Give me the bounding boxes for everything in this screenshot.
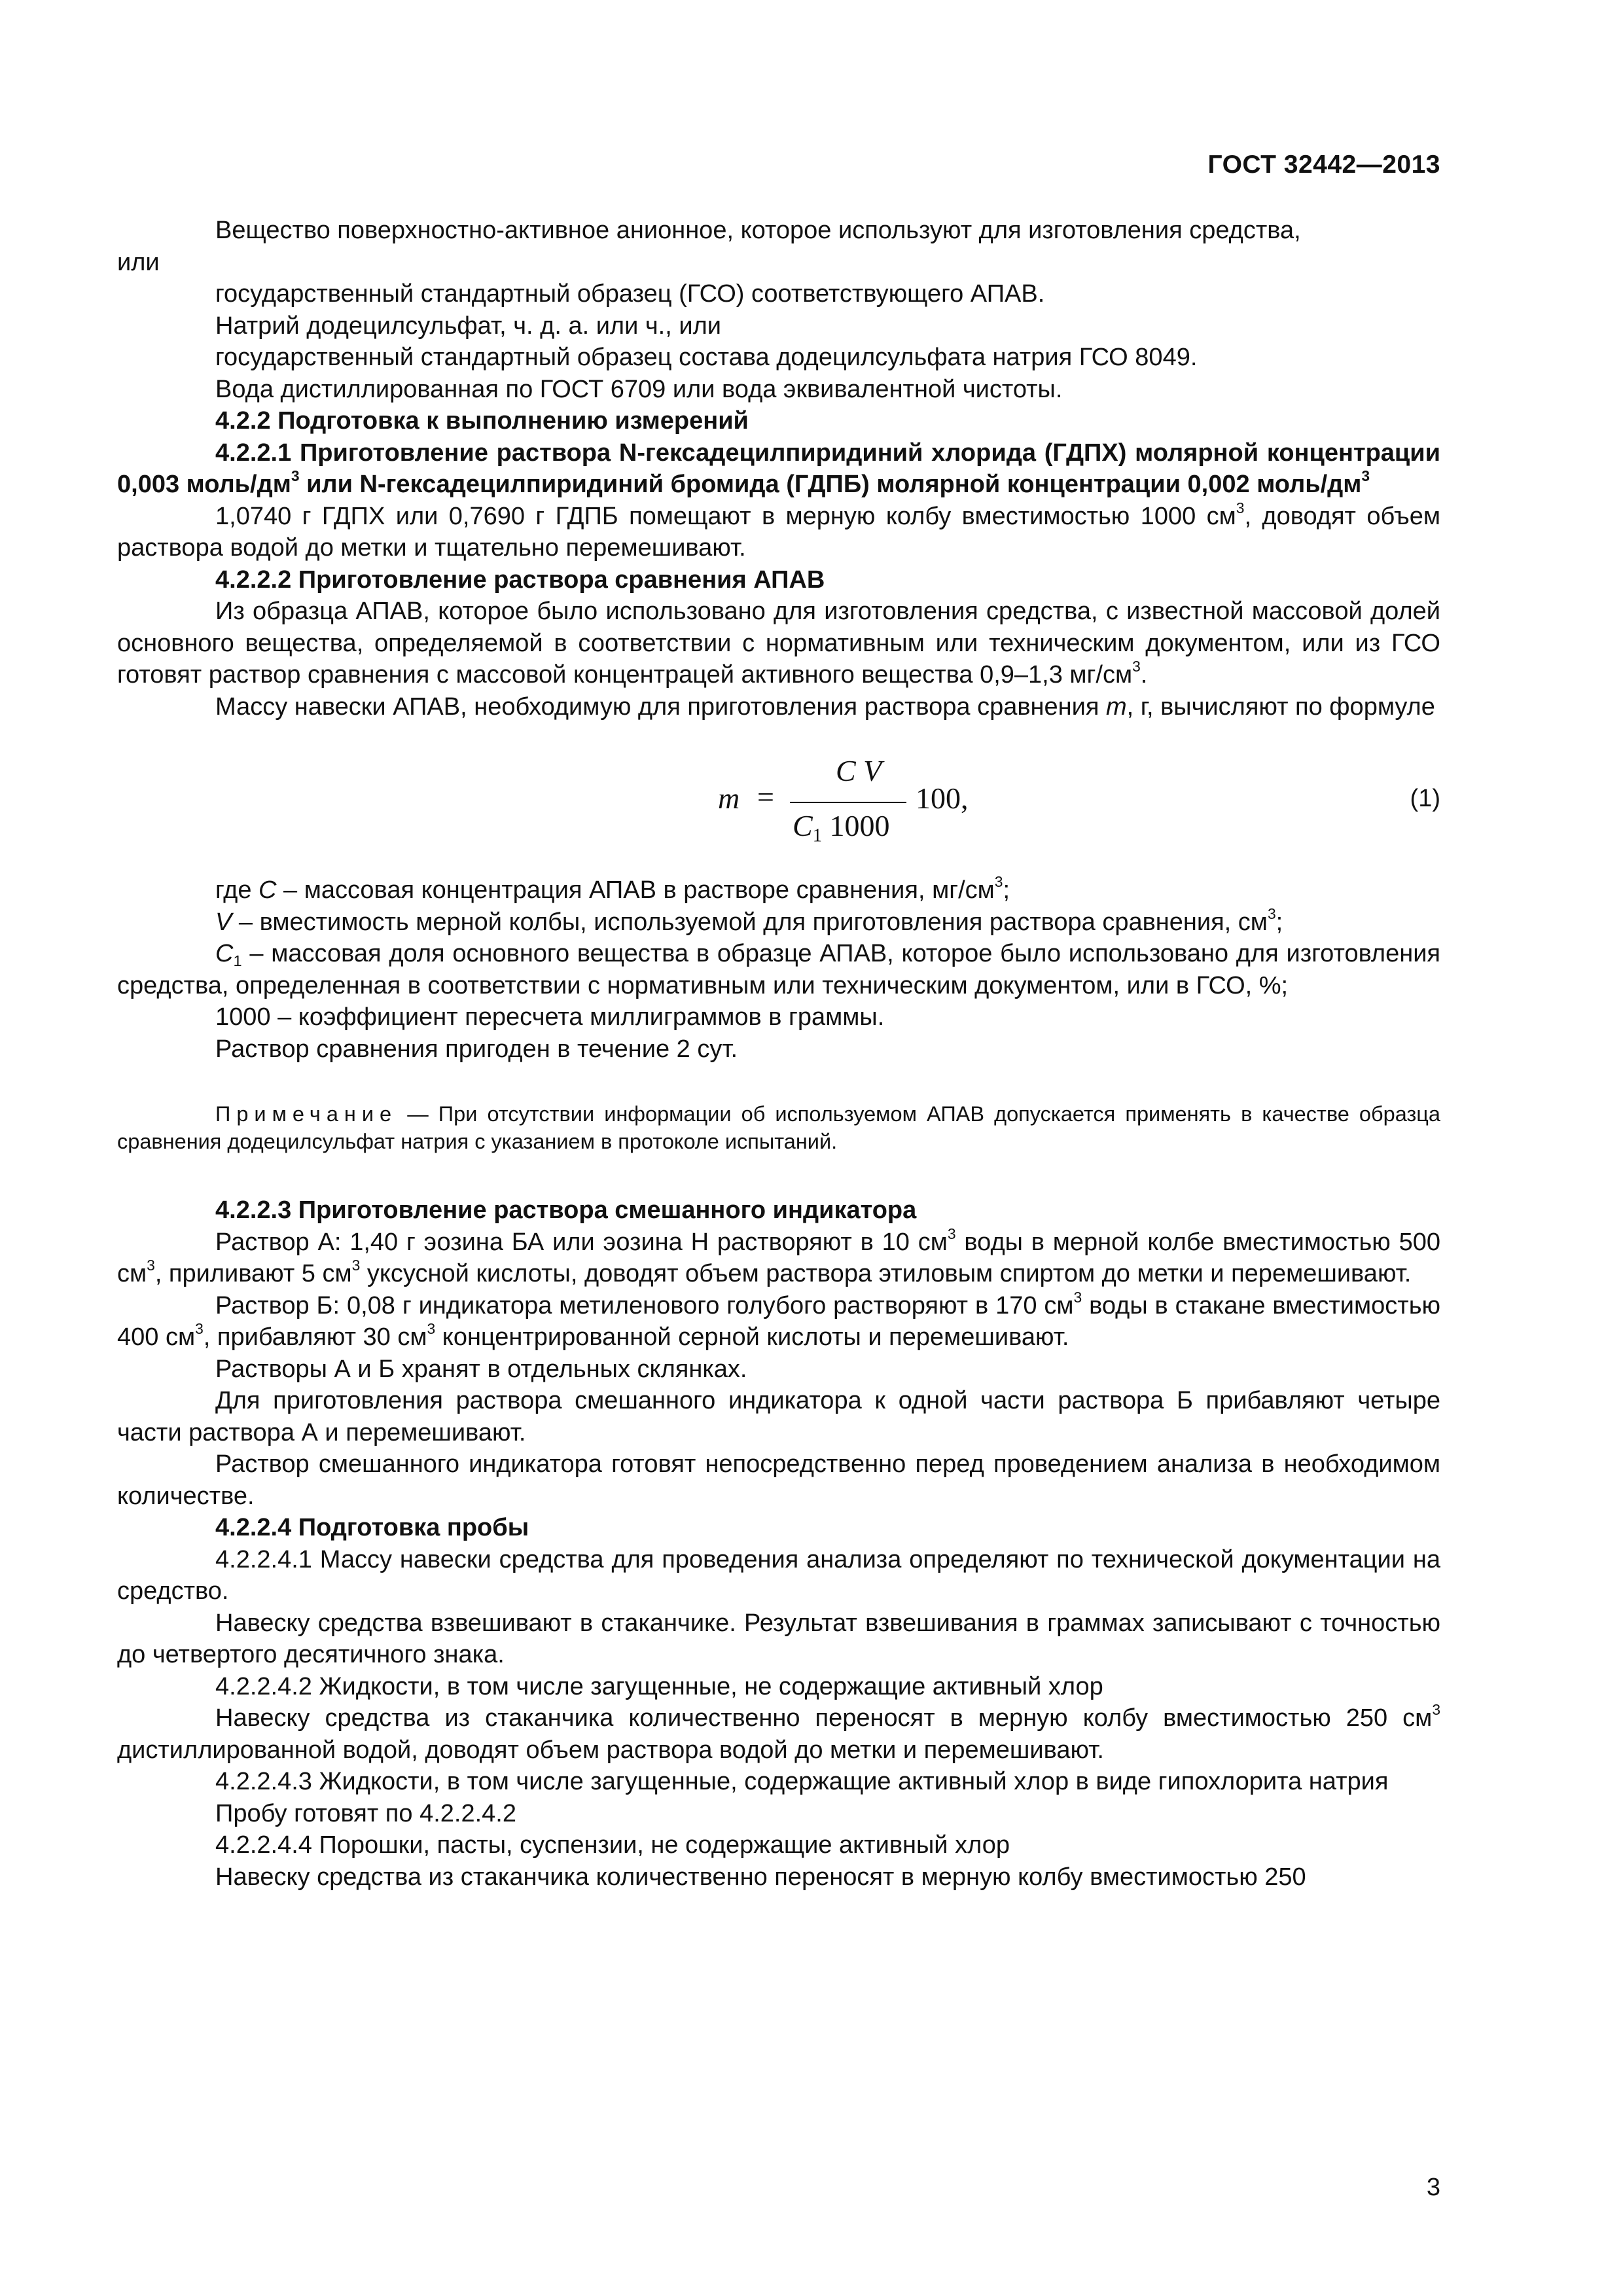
formula-factor — [916, 783, 969, 815]
subsection-heading: 4.2.2.2 Приготовление раствора сравнения АПАВ — [215, 565, 825, 594]
variable: C — [259, 876, 277, 904]
where-item — [117, 874, 1440, 906]
text: , приливают 5 см — [154, 1260, 352, 1287]
formula — [117, 723, 1440, 874]
variable: C — [793, 809, 813, 842]
variable: C — [215, 940, 234, 967]
where-item — [117, 906, 1440, 939]
text: Раствор А: 1,40 г эозина БА или эозина Н растворяют в 10 см — [215, 1228, 948, 1256]
paragraph: 4.2.2.4.3 Жидкости, в том числе загущенные, содержащие активный хлор в виде гипохлорита натрия — [215, 1768, 1389, 1795]
text: . — [1140, 661, 1148, 689]
subscript: 1 — [812, 825, 822, 846]
number: 100 — [916, 781, 961, 815]
paragraph: Вода дистиллированная по ГОСТ 6709 или вода эквивалентной чистоты. — [215, 375, 1063, 403]
paragraph — [117, 1290, 1440, 1354]
paragraph — [117, 501, 1440, 564]
superscript: 3 — [1132, 657, 1141, 675]
where-item: 1000 – коэффициент пересчета миллиграммов в граммы. — [215, 1003, 885, 1031]
text: Раствор Б: 0,08 г индикатора метиленового голубого растворяют в 170 см — [215, 1291, 1074, 1319]
formula-block — [117, 723, 1440, 874]
text: Массу навески АПАВ, необходимую для приготовления раствора сравнения — [215, 692, 1107, 721]
formula-numerator: C V — [836, 754, 882, 787]
variable: m — [1106, 692, 1127, 721]
superscript: 3 — [195, 1319, 204, 1337]
subsection-heading: 4.2.2.3 Приготовление раствора смешанного индикатора — [215, 1196, 917, 1224]
note — [117, 1100, 1440, 1155]
superscript: 3 — [1073, 1288, 1082, 1306]
where-item — [117, 938, 1440, 1001]
text: воды в стакане вместимостью 400 см — [117, 1291, 1440, 1351]
text: – вместимость мерной колбы, используемой для приготовления раствора сравнения, см — [232, 908, 1268, 936]
paragraph: Навеску средства взвешивают в стаканчике. Результат взвешивания в граммах записывают с точностью до четвертого десятичного знака. — [117, 1609, 1440, 1668]
text: концентрированной серной кислоты и перемешивают. — [435, 1323, 1069, 1351]
subscript: 1 — [233, 952, 242, 970]
text: , г, вычисляют по формуле — [1126, 692, 1435, 721]
paragraph: или — [117, 248, 160, 276]
paragraph — [117, 691, 1440, 723]
paragraph: Для приготовления раствора смешанного индикатора к одной части раствора Б прибавляют четыре части раствора А и перемешивают. — [117, 1387, 1440, 1446]
paragraph: 4.2.2.4.2 Жидкости, в том числе загущенные, не содержащие активный хлор — [215, 1672, 1103, 1700]
formula-number: (1) — [1410, 785, 1440, 812]
paragraph: Натрий додецилсульфат, ч. д. а. или ч., или — [215, 312, 721, 340]
text: , доводят объем раствора водой до метки и тщательно перемешивают. — [117, 502, 1440, 562]
text: ; — [1003, 876, 1010, 904]
superscript: 3 — [1432, 1700, 1440, 1718]
text: где — [215, 876, 259, 904]
text: уксусной кислоты, доводят объем раствора этиловым спиртом до метки и перемешивают. — [360, 1260, 1412, 1287]
text: Из образца АПАВ, которое было использовано для изготовления средства, с известной массовой долей основного вещества, определяемой в соответствии с нормативным или техническим документом, или из ГСО готовят раствор сравнения с массовой концентрацей активного вещества 0,9–1,3 мг/см — [117, 598, 1440, 689]
superscript: 3 — [147, 1256, 155, 1274]
paragraph — [117, 1227, 1440, 1290]
paragraph: Раствор сравнения пригоден в течение 2 сут. — [215, 1035, 738, 1063]
fraction-bar — [790, 802, 906, 803]
paragraph: Раствор смешанного индикатора готовят непосредственно перед проведением анализа в необходимом количестве. — [117, 1450, 1440, 1510]
text: ; — [1275, 908, 1283, 936]
paragraph: Растворы А и Б хранят в отдельных склянках. — [215, 1355, 747, 1383]
superscript: 3 — [994, 872, 1003, 890]
text: 1,0740 г ГДПХ или 0,7690 г ГДПБ помещают в мерную колбу вместимостью 1000 см — [215, 502, 1236, 530]
paragraph: 4.2.2.4.4 Порошки, пасты, суспензии, не содержащие активный хлор — [215, 1831, 1010, 1859]
paragraph: 4.2.2.4.1 Массу навески средства для проведения анализа определяют по технической документации на средство. — [117, 1545, 1440, 1605]
text: – массовая концентрация АПАВ в растворе сравнения, мг/см — [276, 876, 995, 904]
page-number: 3 — [1426, 2174, 1440, 2201]
paragraph: государственный стандартный образец состава додецилсульфата натрия ГСО 8049. — [215, 344, 1198, 371]
note-label: Примечание — [215, 1102, 398, 1126]
superscript: 3 — [1236, 499, 1245, 516]
formula-equals: = — [757, 780, 774, 814]
subsection-heading — [117, 437, 1440, 501]
superscript: 3 — [1267, 905, 1276, 922]
superscript: 3 — [291, 467, 300, 484]
punctuation: , — [961, 781, 969, 815]
superscript: 3 — [1361, 467, 1370, 484]
variable: V — [215, 908, 232, 936]
superscript: 3 — [427, 1319, 436, 1337]
page-content — [117, 215, 1440, 1893]
superscript: 3 — [351, 1256, 361, 1274]
paragraph: Пробу готовят по 4.2.2.4.2 — [215, 1799, 516, 1827]
paragraph — [117, 1702, 1440, 1766]
document-code: ГОСТ 32442—2013 — [1207, 151, 1440, 179]
paragraph: государственный стандартный образец (ГСО) соответствующего АПАВ. — [215, 280, 1045, 308]
text: , прибавляют 30 см — [203, 1323, 427, 1351]
section-heading: 4.2.2 Подготовка к выполнению измерений — [215, 407, 749, 435]
paragraph — [117, 596, 1440, 691]
subsection-heading: 4.2.2.4 Подготовка пробы — [215, 1514, 529, 1541]
paragraph: Вещество поверхностно-активное анионное, которое используют для изготовления средства, — [215, 217, 1301, 244]
text: дистиллированной водой, доводят объем раствора водой до метки и перемешивают. — [117, 1736, 1104, 1764]
paragraph: Навеску средства из стаканчика количественно переносят в мерную колбу вместимостью 250 — [215, 1863, 1306, 1891]
number: 1000 — [821, 809, 890, 842]
superscript: 3 — [947, 1225, 956, 1242]
note-text: — При отсутствии информации об используемом АПАВ допускается применять в качестве образца сравнения додецилсульфат натрия с указанием в протоколе испытаний. — [117, 1102, 1440, 1153]
document-page — [117, 0, 1440, 2296]
text: воды в мерной колбе вместимостью 500 см — [117, 1228, 1440, 1287]
heading-text: 4.2.2.1 Приготовление раствора N-гексадецилпиридиний хлорида (ГДПХ) молярной концентрации 0,003 моль/дм — [117, 439, 1440, 498]
text: – массовая доля основного вещества в образце АПАВ, которое было использовано для изготовления средства, определенная в соответствии с нормативным или техническим документом, или в ГСО, %; — [117, 940, 1440, 999]
heading-text: или N-гексадецилпиридиний бромида (ГДПБ) молярной концентрации 0,002 моль/дм — [299, 471, 1362, 498]
text: Навеску средства из стаканчика количественно переносят в мерную колбу вместимостью 250 см — [215, 1704, 1433, 1732]
formula-lhs: m — [718, 781, 740, 815]
formula-denominator — [793, 809, 890, 846]
